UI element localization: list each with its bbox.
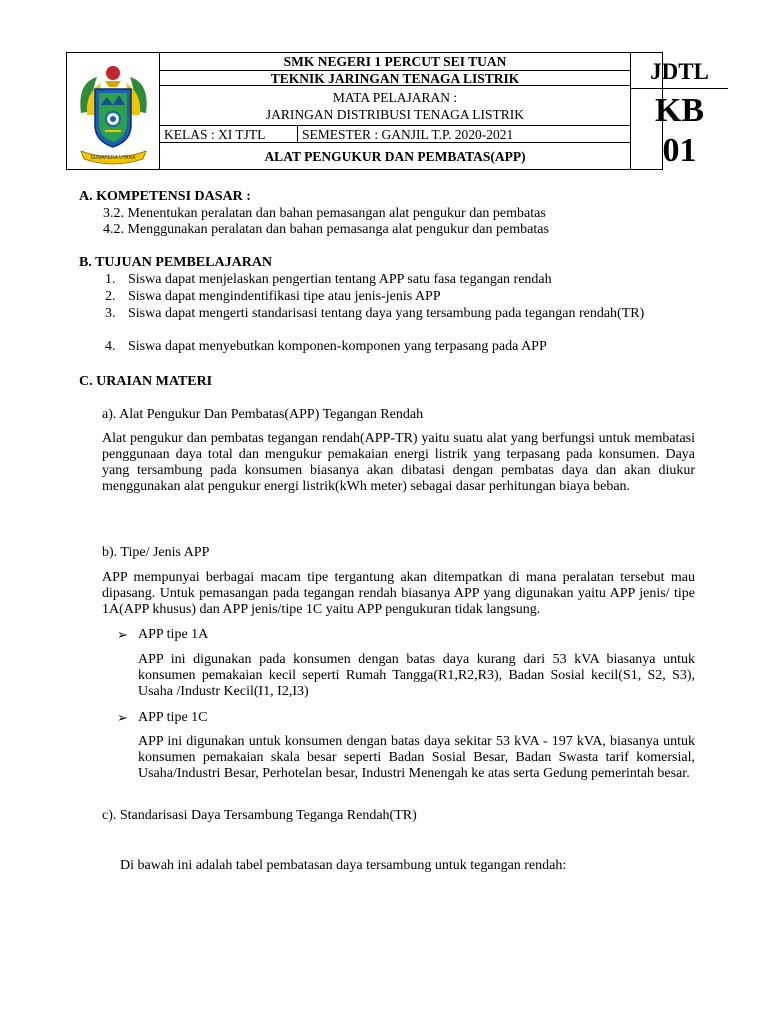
cell-divider: [297, 126, 298, 143]
subsection-a-paragraph: Alat pengukur dan pembatas tegangan rendah(APP-TR) yaitu suatu alat yang berfungsi untuk membatasi penggunaan daya total dan mengukur pemakaian energi listrik yang terpasang pada konsumen. Daya yang tersambung pada konsumen biasanya akan dibatasi dengan pembatas daya dan akan diukur menggunakan alat pengukur energi listrik(kWh meter) sebagai dasar perhitungan biaya beban.: [102, 431, 695, 494]
subsection-c-paragraph: Di bawah ini adalah tabel pembatasan daya tersambung untuk tegangan rendah:: [120, 858, 567, 873]
code-cell: [631, 53, 709, 169]
class-label: KELAS : XI TJTL: [164, 127, 266, 142]
semester-label: SEMESTER : GANJIL T.P. 2020-2021: [302, 127, 514, 142]
objective-number: 3.: [105, 306, 116, 321]
subject-code: JDTL: [631, 53, 728, 89]
objective-number: 1.: [105, 272, 116, 287]
kb-block: [631, 89, 728, 169]
objective-item: Siswa dapat mengerti standarisasi tentang daya yang tersambung pada tegangan rendah(TR): [128, 306, 645, 321]
subsection-b-paragraph: APP mempunyai berbagai macam tipe tergantung akan ditempatkan di mana peralatan tersebut mau dipasang. Untuk pemasangan pada tegangan rendah biasanya APP yang digunakan yaitu APP jenis/ tipe 1A(APP khusus) dan APP jenis/tipe 1C yaitu APP pengukuran tidak langsung.: [102, 570, 695, 617]
objective-item: Siswa dapat menyebutkan komponen-komponen yang terpasang pada APP: [128, 339, 547, 354]
provincial-emblem-logo: [67, 53, 160, 169]
arrow-bullet-icon: ➢: [117, 710, 128, 725]
header-title-cell: [160, 53, 631, 169]
logo-ribbon-text: SUMATERA UTARA: [90, 155, 136, 161]
logo-cell: [67, 53, 160, 169]
subject-label: MATA PELAJARAN :: [332, 90, 458, 105]
section-c-title: C. URAIAN MATERI: [79, 374, 213, 389]
subsection-b-heading: b). Tipe/ Jenis APP: [102, 545, 210, 560]
section-a-title: A. KOMPETENSI DASAR :: [79, 189, 251, 204]
section-b-title: B. TUJUAN PEMBELAJARAN: [79, 255, 273, 270]
subsection-c-heading: c). Standarisasi Daya Tersambung Teganga Rendah(TR): [102, 808, 417, 823]
objective-item: Siswa dapat menjelaskan pengertian tentang APP satu fasa tegangan rendah: [128, 272, 552, 287]
program-name: TEKNIK JARINGAN TENAGA LISTRIK: [160, 71, 630, 86]
objective-number: 4.: [105, 339, 116, 354]
school-name: SMK NEGERI 1 PERCUT SEI TUAN: [160, 53, 630, 71]
topic-title: ALAT PENGUKUR DAN PEMBATAS(APP): [264, 149, 526, 164]
competency-item: 4.2. Menggunakan peralatan dan bahan pemasanga alat pengukur dan pembatas: [103, 222, 549, 237]
type-1a-description: APP ini digunakan pada konsumen dengan batas daya kurang dari 53 kVA biasanya untuk konsumen pemakaian kecil seperti Rumah Tangga(R1,R2,R3), Badan Sosial kecil(S1, S2, S3), Usaha /Industr Kecil(I1, I2,I3): [138, 652, 695, 699]
class-semester-row: [160, 126, 630, 143]
type-1c-description: APP ini digunakan untuk konsumen dengan batas daya sekitar 53 kVA - 197 kVA, biasanya untuk konsumen pemakaian skala besar seperti Badan Sosial Besar, Badan Swasta tarif komersial, Usaha/Industri Besar, Perhotelan besar, Industri Menengah ke atas serta Gedung pemerintah besar.: [138, 734, 695, 781]
type-1c-label: APP tipe 1C: [138, 710, 208, 725]
subject-name: JARINGAN DISTRIBUSI TENAGA LISTRIK: [265, 107, 525, 122]
competency-item: 3.2. Menentukan peralatan dan bahan pemasangan alat pengukur dan pembatas: [103, 206, 546, 221]
objective-item: Siswa dapat mengindentifikasi tipe atau jenis-jenis APP: [128, 289, 441, 304]
type-1a-label: APP tipe 1A: [138, 627, 209, 642]
kb-number: 01: [662, 132, 697, 169]
header-table: [66, 52, 709, 170]
subject-block: [160, 86, 630, 126]
subsection-a-heading: a). Alat Pengukur Dan Pembatas(APP) Tegangan Rendah: [102, 407, 424, 422]
objective-number: 2.: [105, 289, 116, 304]
arrow-bullet-icon: ➢: [117, 627, 128, 642]
kb-label: KB: [654, 92, 705, 129]
